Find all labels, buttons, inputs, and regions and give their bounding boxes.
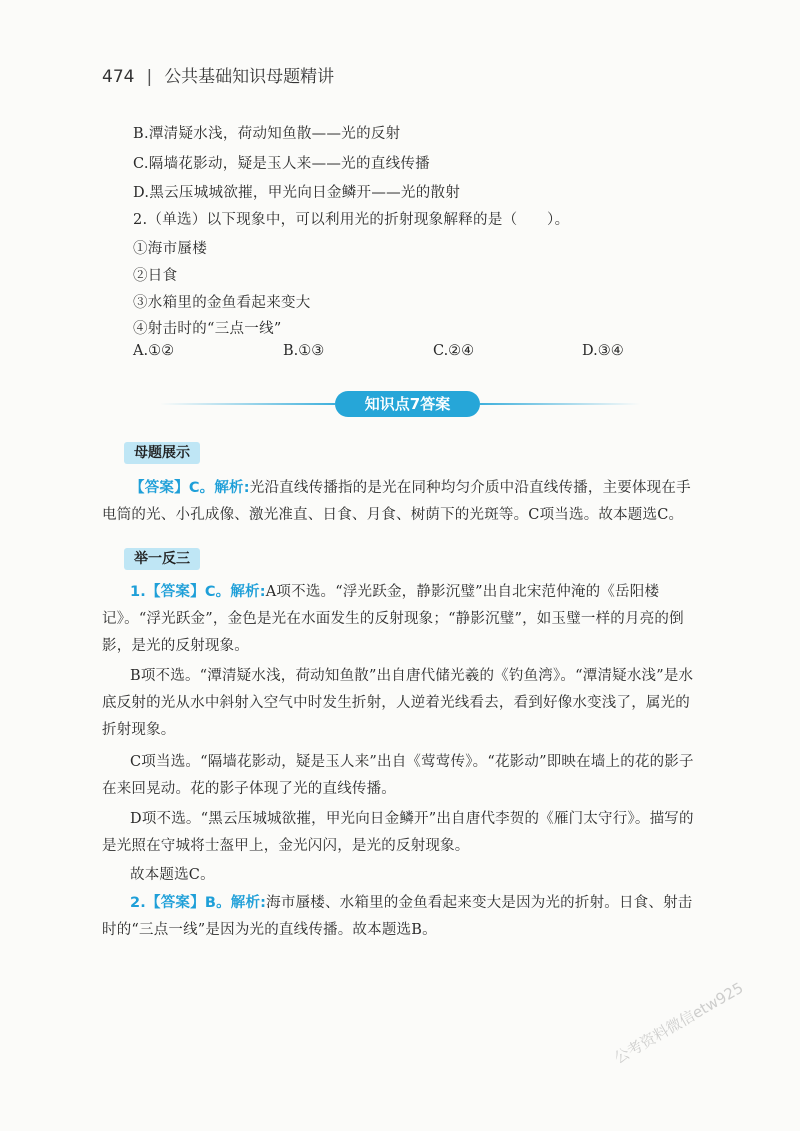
tag-mother-question: 母题展示 [124,442,200,464]
item-3: ③水箱里的金鱼看起来变大 [133,295,311,311]
watermark: 公考资料微信etw925 [611,978,747,1068]
section-banner [160,391,640,417]
option-a: A.①② [133,343,175,359]
book-title: 公共基础知识母题精讲 [164,67,335,87]
q2-answer-label: 2.【答案】 [130,895,205,911]
q2-answer-letter: B。 [204,895,231,911]
item-1: ①海市蜃楼 [133,241,207,257]
q1-para-c: C项当选。“隔墙花影动，疑是玉人来”出自《莺莺传》。“花影动”即映在墙上的花的影子在来回晃动。花的影子体现了光的直线传播。 [102,754,694,797]
answer-letter: C。 [188,480,215,496]
option-b-line: B.潭清疑水浅，荷动知鱼散——光的反射 [133,126,401,142]
q1-para-d: D项不选。“黑云压城城欲摧，甲光向日金鳞开”出自唐代李贺的《雁门太守行》。描写的是光照在守城将士盔甲上，金光闪闪，是光的反射现象。 [102,811,694,854]
option-d: D.③④ [582,343,624,359]
q2-analysis-label: 解析: [230,895,267,911]
option-c: C.②④ [433,343,475,359]
tag-practice: 举一反三 [124,548,200,570]
banner-title: 知识点7答案 [335,391,480,417]
q1-analysis-label: 解析: [230,584,266,600]
analysis-text: 光沿直线传播指的是光在同种均匀介质中沿直线传播，主要体现在手电筒的光、小孔成像、激光准直、日食、月食、树荫下的光斑等。C项当选。故本题选C。 [102,480,691,523]
option-b: B.①③ [283,343,325,359]
answer-label: 【答案】 [130,480,189,496]
option-c-line: C.隔墙花影动，疑是玉人来——光的直线传播 [133,156,430,172]
q2-answer-paragraph [102,890,702,944]
q1-answer-letter: C。 [204,584,231,600]
item-4: ④射击时的“三点一线” [133,321,282,337]
item-2: ②日食 [133,268,178,284]
header-separator: | [146,67,153,87]
analysis-label: 解析: [214,480,250,496]
section1-answer-paragraph [102,475,702,529]
banner-rule-right [480,403,640,405]
question-2-stem: 2.（单选）以下现象中，可以利用光的折射现象解释的是（ ）。 [133,212,570,228]
q1-answer-paragraph [102,579,702,660]
option-d-line: D.黑云压城城欲摧，甲光向日金鳞开——光的散射 [133,185,461,201]
q1-conclusion: 故本题选C。 [130,867,215,883]
q1-analysis-text: A项不选。“浮光跃金，静影沉璧”出自北宋范仲淹的《岳阳楼记》。“浮光跃金”，金色是光在水面发生的反射现象；“静影沉璧”，如玉璧一样的月亮的倒影，是光的反射现象。 [102,584,684,654]
banner-rule-left [160,403,335,405]
answer-options [133,343,653,365]
q1-answer-label: 1.【答案】 [130,584,205,600]
q1-para-b: B项不选。“潭清疑水浅，荷动知鱼散”出自唐代储光羲的《钓鱼湾》。“潭清疑水浅”是水底反射的光从水中斜射入空气中时发生折射，人逆着光线看去，看到好像水变浅了，属光的折射现象。 [102,668,694,738]
page-header [102,62,334,87]
q2-analysis-text: 海市蜃楼、水箱里的金鱼看起来变大是因为光的折射。日食、射击时的“三点一线”是因为光的直线传播。故本题选B。 [102,895,693,938]
page-number: 474 [102,67,135,87]
